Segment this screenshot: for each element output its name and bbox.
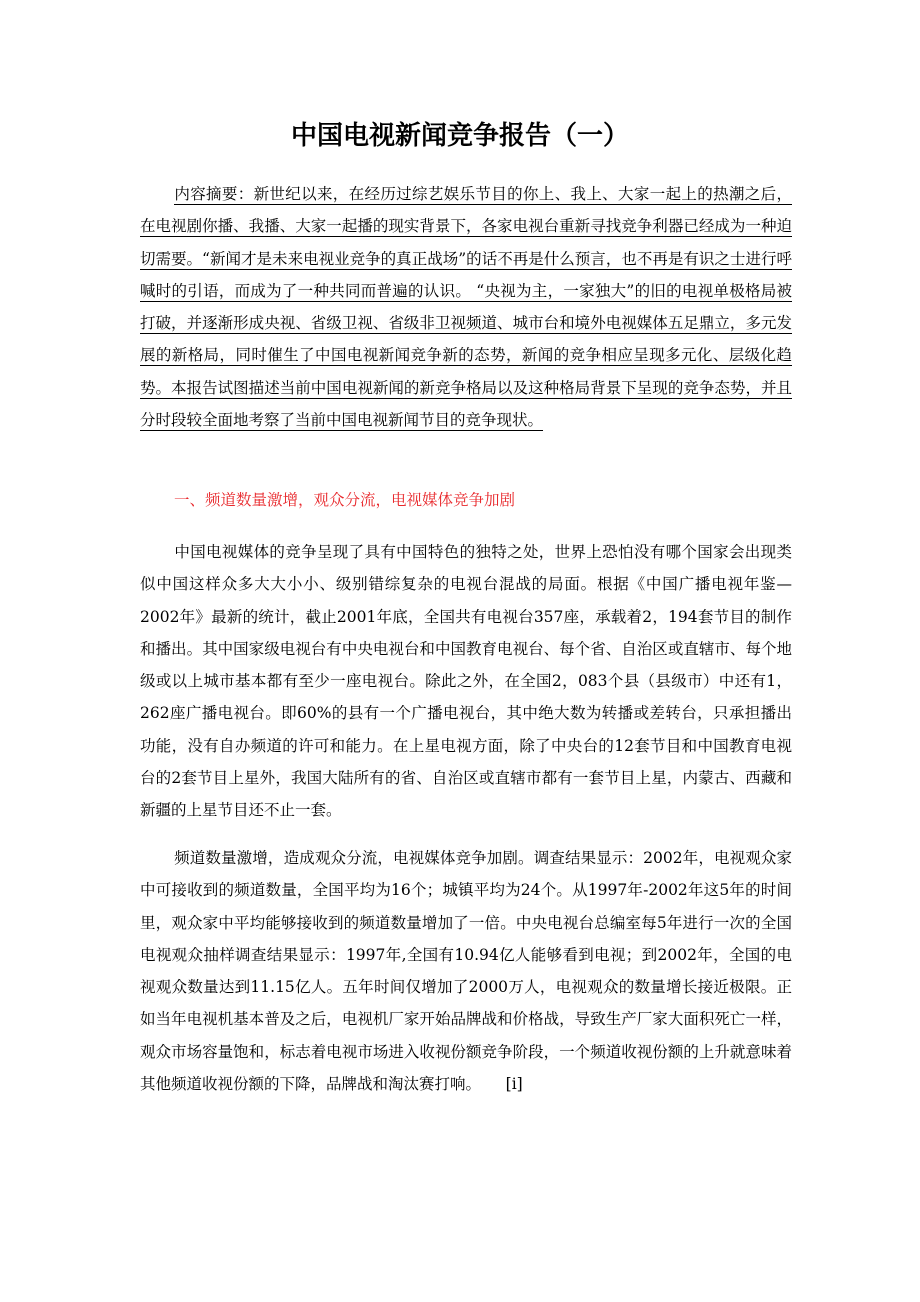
paragraph-2 — [140, 842, 792, 1100]
paragraph-2-text: 频道数量激增，造成观众分流，电视媒体竞争加剧。调查结果显示：2002年，电视观众家中可接收到的频道数量，全国平均为16个；城镇平均为24个。从1997年-2002年这5年的时间里，观众家中平均能够接收到的频道数量增加了一倍。中央电视台总编室每5年进行一次的全国电视观众抽样调查结果显示：1997年,全国有10.94亿人能够看到电视；到2002年，全国的电视观众数量达到11.15亿人。五年时间仅增加了2000万人，电视观众的数量增长接近极限。正如当年电视机基本普及之后，电视机厂家开始品牌战和价格战，导致生产厂家大面积死亡一样，观众市场容量饱和，标志着电视市场进入收视份额竞争阶段，一个频道收视份额的上升就意味着其他频道收视份额的下降，品牌战和淘汰赛打响。 — [140, 849, 792, 1094]
paragraph-1 — [140, 536, 792, 827]
page-title: 中国电视新闻竞争报告（一） — [290, 121, 629, 151]
abstract — [140, 178, 792, 436]
section-heading: 一、频道数量激增，观众分流，电视媒体竞争加剧 — [174, 491, 516, 509]
paragraph-1-text: 中国电视媒体的竞争呈现了具有中国特色的独特之处，世界上恐怕没有哪个国家会出现类似中国这样众多大大小小、级别错综复杂的电视台混战的局面。根据《中国广播电视年鉴—2002年》最新的统计，截止2001年底，全国共有电视台357座，承载着2，194套节目的制作和播出。其中国家级电视台有中央电视台和中国教育电视台、每个省、自治区或直辖市、每个地级或以上城市基本都有至少一座电视台。除此之外，在全国2，083个县（县级市）中还有1，262座广播电视台。即60%的县有一个广播电视台，其中绝大数为转播或差转台，只承担播出功能，没有自办频道的许可和能力。在上星电视方面，除了中央台的12套节目和中国教育电视台的2套节目上星外，我国大陆所有的省、自治区或直辖市都有一套节目上星，内蒙古、西藏和新疆的上星节目还不止一套。 — [140, 543, 792, 820]
footnote-reference[interactable]: [i] — [505, 1075, 523, 1094]
abstract-text: 内容摘要：新世纪以来，在经历过综艺娱乐节目的你上、我上、大家一起上的热潮之后，在电视剧你播、我播、大家一起播的现实背景下，各家电视台重新寻找竞争利器已经成为一种迫切需要。“新闻才是未来电视业竞争的真正战场”的话不再是什么预言，也不再是有识之士进行呼喊时的引语，而成为了一种共同而普遍的认识。 “央视为主，一家独大”的旧的电视单极格局被打破，并逐渐形成央视、省级卫视、省级非卫视频道、城市台和境外电视媒体五足鼎立，多元发展的新格局，同时催生了中国电视新闻竞争新的态势，新闻的竞争相应呈现多元化、层级化趋势。本报告试图描述当前中国电视新闻的新竞争格局以及这种格局背景下呈现的竞争态势，并且分时段较全面地考察了当前中国电视新闻节目的竞争现状。 — [140, 185, 792, 430]
